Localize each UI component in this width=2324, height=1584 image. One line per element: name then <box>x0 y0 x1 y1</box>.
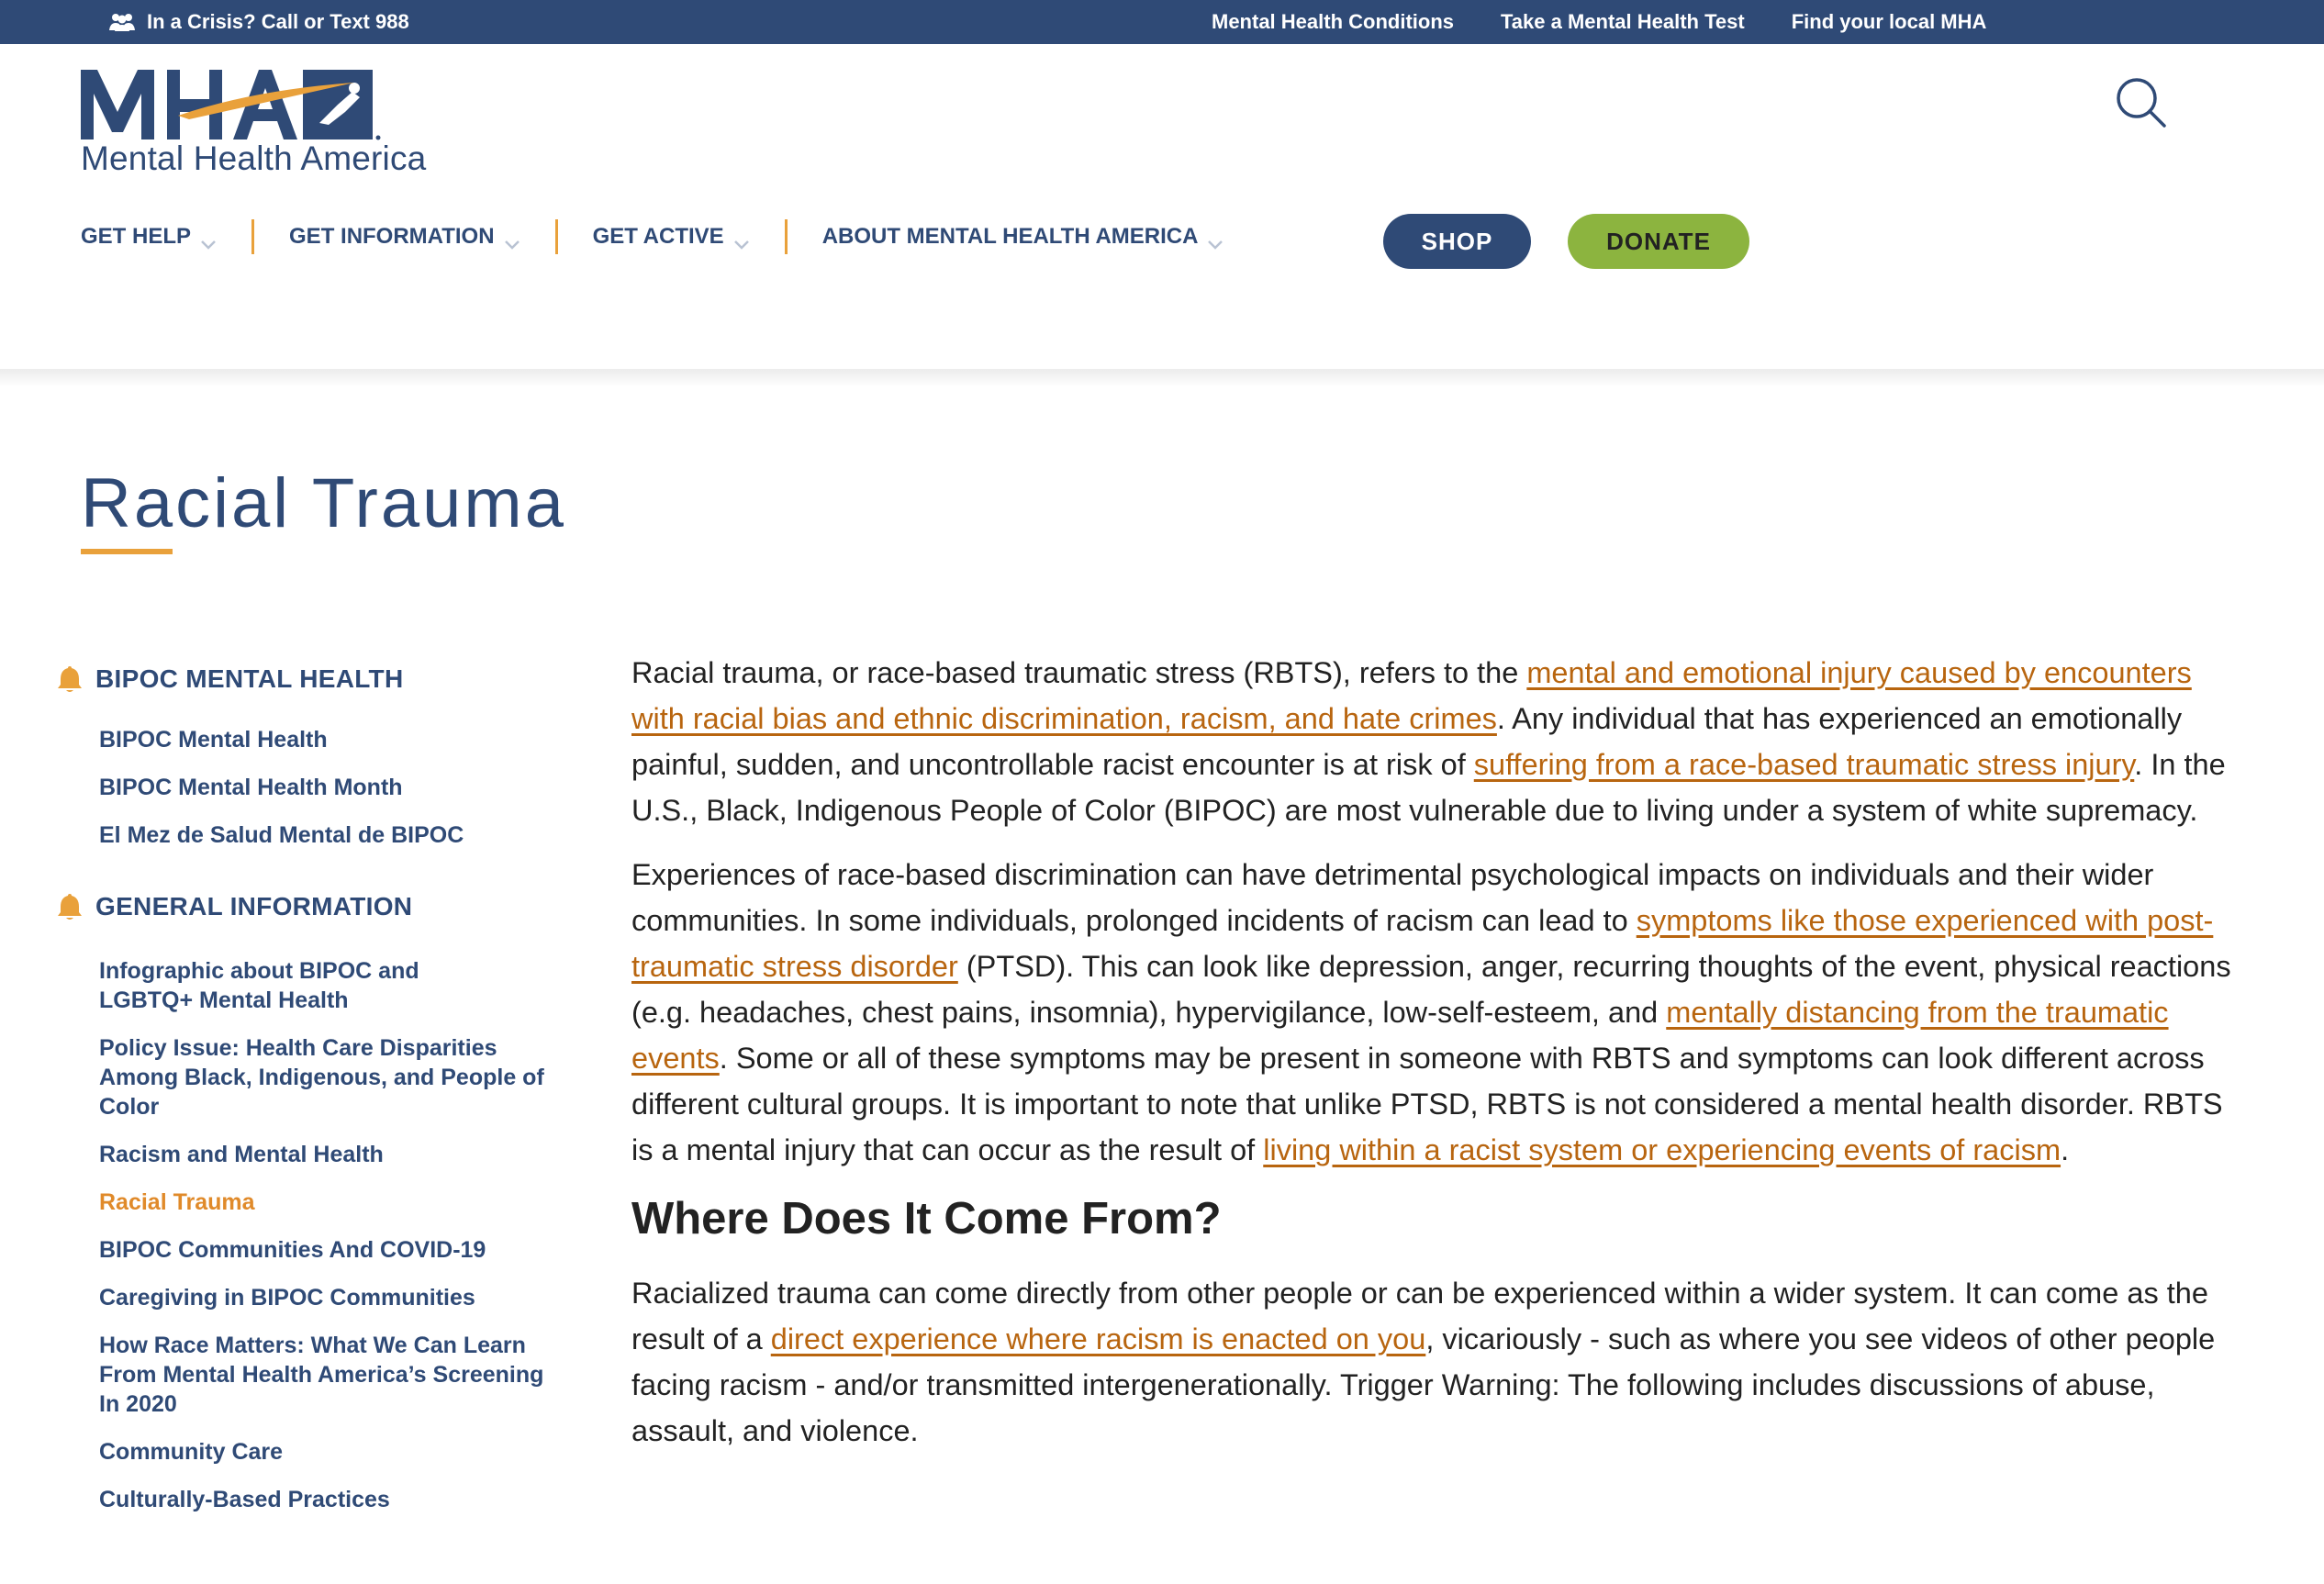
donate-button[interactable]: DONATE <box>1568 214 1749 269</box>
link-ptsd-symptoms[interactable]: symptoms like those experienced with post-traumatic stress disorder <box>631 904 2214 983</box>
top-links <box>1212 0 1986 44</box>
text: Racialized trauma can come directly from other people or can be experienced within a wider system. It can come as the result of a <box>631 1277 2208 1355</box>
sidebar-heading[interactable] <box>57 888 571 925</box>
chevron-down-icon <box>1207 231 1223 242</box>
sidebar-list <box>57 956 571 1514</box>
mha-logo[interactable] <box>79 64 428 184</box>
sidebar-section-general <box>57 888 571 1514</box>
chevron-down-icon <box>733 231 750 242</box>
sidebar-section-bipoc <box>57 661 571 850</box>
nav-label: GET ACTIVE <box>592 224 724 249</box>
text: . Any individual that has experienced an emotionally painful, sudden, and uncontrollable racist encounter is at risk of <box>631 702 2183 781</box>
paragraph-impacts <box>631 852 2247 1173</box>
sidebar-item[interactable] <box>99 1235 571 1265</box>
people-icon <box>108 12 136 32</box>
text: . In the U.S., Black, Indigenous People of Color (BIPOC) are most vulnerable due to living under a system of white supremacy. <box>631 748 2226 827</box>
sidebar-link-bipoc-mental-health[interactable]: BIPOC Mental Health <box>99 727 328 753</box>
header-divider <box>0 369 2324 387</box>
page-title: Racial Trauma <box>81 464 566 542</box>
sidebar-item[interactable] <box>99 725 571 754</box>
sidebar <box>57 661 571 1514</box>
sidebar-item[interactable] <box>99 820 571 850</box>
text: Racial trauma, or race-based traumatic stress (RBTS), refers to the <box>631 656 1527 689</box>
bell-icon <box>57 664 83 694</box>
link-direct-experience[interactable]: direct experience where racism is enacted on you <box>770 1322 1426 1355</box>
sidebar-heading[interactable] <box>57 661 571 697</box>
main-nav <box>81 218 1223 255</box>
sidebar-heading-label: GENERAL INFORMATION <box>95 892 413 920</box>
sidebar-link-racial-trauma[interactable]: Racial Trauma <box>99 1189 255 1215</box>
chevron-down-icon <box>200 231 217 242</box>
shop-button[interactable]: SHOP <box>1383 214 1531 269</box>
nav-get-information[interactable] <box>289 224 520 250</box>
mha-logo-mark <box>79 64 428 147</box>
sidebar-link-policy-issue[interactable]: Policy Issue: Health Care Disparities Among Black, Indigenous, and People of Color <box>99 1035 544 1120</box>
text: . Some or all of these symptoms may be present in someone with RBTS and symptoms can look different across different cultural groups. It is important to note that unlike PTSD, RBTS is not considered a mental health disorder. RBTS is a mental injury that can occur as the result of <box>631 1042 2223 1166</box>
nav-label: ABOUT MENTAL HEALTH AMERICA <box>821 224 1199 249</box>
toplink-mental-health-test[interactable]: Take a Mental Health Test <box>1501 10 1745 33</box>
nav-about-mha[interactable] <box>822 224 1224 250</box>
sidebar-item[interactable] <box>99 1437 571 1467</box>
sidebar-link-el-mez[interactable]: El Mez de Salud Mental de BIPOC <box>99 822 464 848</box>
link-mental-emotional-injury[interactable]: mental and emotional injury caused by encounters with racial bias and ethnic discrimination, racism, and hate crimes <box>631 656 2192 735</box>
link-race-based-injury[interactable]: suffering from a race-based traumatic stress injury <box>1473 748 2135 781</box>
chevron-down-icon <box>504 231 520 242</box>
nav-separator <box>785 219 788 254</box>
top-utility-bar <box>0 0 2324 44</box>
crisis-text: In a Crisis? Call or Text 988 <box>147 10 409 33</box>
sidebar-item[interactable] <box>99 1331 567 1419</box>
toplink-mental-health-conditions[interactable]: Mental Health Conditions <box>1212 10 1454 33</box>
nav-get-active[interactable] <box>593 224 750 250</box>
sidebar-link-racism-mental-health[interactable]: Racism and Mental Health <box>99 1142 384 1167</box>
sidebar-item[interactable] <box>99 1283 571 1312</box>
nav-label: GET INFORMATION <box>289 224 495 249</box>
nav-get-help[interactable] <box>81 224 217 250</box>
link-mentally-distancing[interactable]: mentally distancing from the traumatic events <box>631 996 2169 1075</box>
sidebar-heading-label: BIPOC MENTAL HEALTH <box>95 664 404 693</box>
sidebar-link-culturally-based[interactable]: Culturally-Based Practices <box>99 1487 390 1512</box>
title-underline <box>81 549 173 554</box>
paragraph-intro <box>631 650 2247 833</box>
sidebar-link-covid[interactable]: BIPOC Communities And COVID-19 <box>99 1237 486 1263</box>
section-heading: Where Does It Come From? <box>631 1194 1222 1244</box>
text: (PTSD). This can look like depression, anger, recurring thoughts of the event, physical reactions (e.g. headaches, chest pains, insomnia), hypervigilance, low-self-esteem, and <box>631 950 2231 1029</box>
sidebar-item[interactable] <box>99 773 571 802</box>
site-header <box>0 44 2324 371</box>
sidebar-item[interactable] <box>99 1485 571 1514</box>
text: , vicariously - such as where you see videos of other people facing racism - and/or transmitted intergenerationally. Trigger Warning: The following includes discussions of abuse, assault, and violence. <box>631 1322 2216 1447</box>
search-button[interactable] <box>2111 73 2170 132</box>
article-content <box>631 650 2247 1472</box>
sidebar-link-bipoc-month[interactable]: BIPOC Mental Health Month <box>99 775 403 800</box>
sidebar-link-community-care[interactable]: Community Care <box>99 1439 284 1465</box>
sidebar-item[interactable] <box>99 1140 571 1169</box>
text: . <box>2061 1133 2070 1166</box>
sidebar-list <box>57 725 571 850</box>
nav-separator <box>251 219 254 254</box>
sidebar-item[interactable] <box>99 1033 558 1121</box>
sidebar-link-how-race-matters[interactable]: How Race Matters: What We Can Learn From Mental Health America’s Screening In 2020 <box>99 1333 544 1417</box>
sidebar-link-infographic[interactable]: Infographic about BIPOC and LGBTQ+ Mental Health <box>99 958 419 1013</box>
sidebar-item-active[interactable] <box>99 1188 571 1217</box>
link-racist-system[interactable]: living within a racist system or experiencing events of racism <box>1263 1133 2061 1166</box>
sidebar-item[interactable] <box>99 956 503 1015</box>
toplink-find-local-mha[interactable]: Find your local MHA <box>1791 10 1987 33</box>
crisis-link[interactable] <box>108 0 409 44</box>
sidebar-link-caregiving[interactable]: Caregiving in BIPOC Communities <box>99 1285 475 1311</box>
paragraph-origin <box>631 1270 2247 1454</box>
bell-icon <box>57 892 83 921</box>
nav-separator <box>555 219 558 254</box>
nav-label: GET HELP <box>81 224 192 249</box>
logo-text: Mental Health America <box>81 139 427 177</box>
search-icon <box>2113 118 2168 132</box>
text: Experiences of race-based discrimination can have detrimental psychological impacts on individuals and their wider communities. In some individuals, prolonged incidents of racism can lead to <box>631 858 2154 937</box>
